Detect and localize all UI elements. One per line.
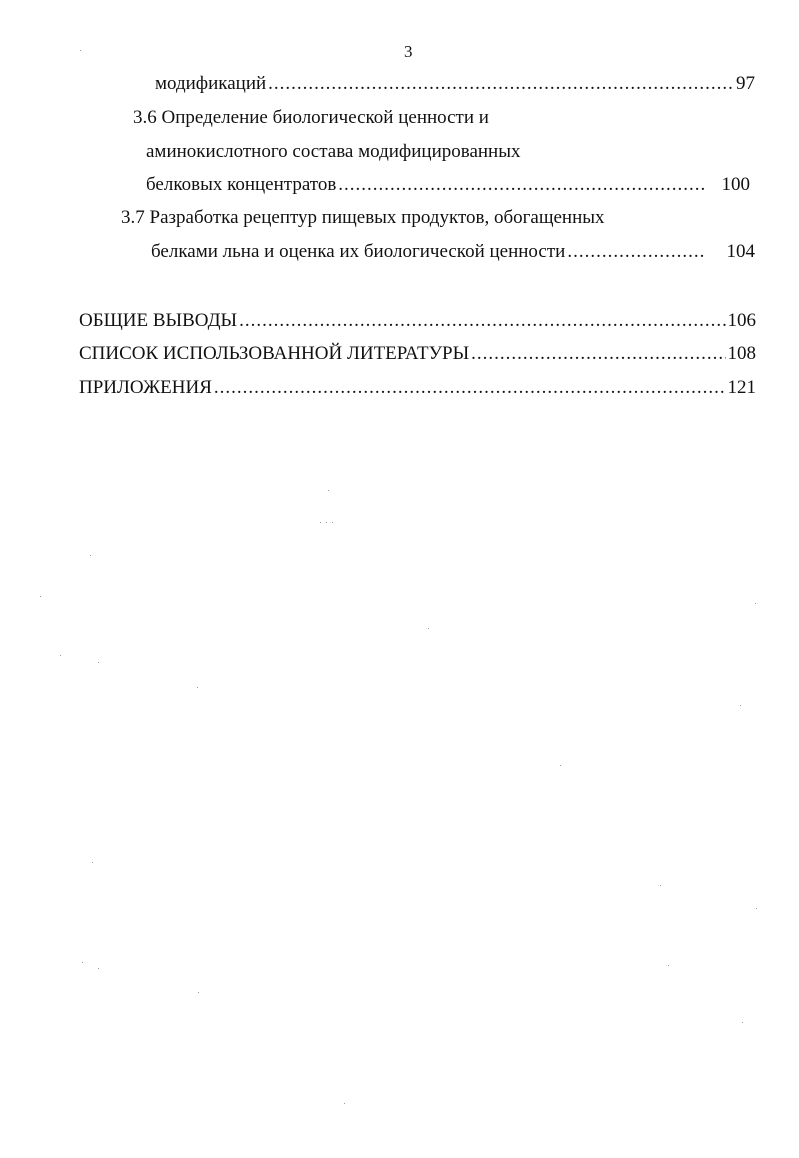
toc-entry-text: СПИСОК ИСПОЛЬЗОВАННОЙ ЛИТЕРАТУРЫ: [79, 343, 470, 364]
toc-entry-3-7: [151, 240, 755, 264]
toc-entry-3-6: [146, 173, 750, 197]
toc-entry-text: ПРИЛОЖЕНИЯ: [79, 377, 212, 398]
scan-speck: [660, 885, 661, 886]
toc-entry-3-6-line2: аминокислотного состава модифицированных: [146, 141, 521, 162]
scan-speck: [40, 596, 41, 597]
scan-speck: [560, 765, 561, 766]
scan-speck: [332, 522, 333, 523]
dot-leader: [268, 72, 734, 96]
toc-entry-3-7-line1: 3.7 Разработка рецептур пищевых продуктов, обогащенных: [121, 207, 605, 228]
scan-speck: [92, 862, 93, 863]
toc-entry-text: белками льна и оценка их биологической ценности: [151, 241, 566, 262]
scan-speck: [328, 490, 329, 491]
scan-speck: [344, 1103, 345, 1104]
toc-entry-page: 104: [726, 241, 755, 262]
toc-entry-appendices: [79, 376, 756, 400]
scan-speck: [198, 992, 199, 993]
toc-entry-page: 121: [727, 377, 756, 398]
toc-entry-text: модификаций: [155, 73, 267, 94]
scan-speck: [80, 50, 81, 51]
dot-leader: [567, 240, 704, 264]
scan-speck: [98, 662, 99, 663]
dot-leader: [471, 342, 725, 366]
toc-entry-conclusions: [79, 309, 756, 333]
scan-speck: [326, 522, 327, 523]
scan-speck: [668, 965, 669, 966]
scan-speck: [755, 603, 756, 604]
toc-entry-modifications: [155, 72, 755, 96]
scan-speck: [197, 687, 198, 688]
toc-entry-page: 108: [727, 343, 756, 364]
scan-speck: [98, 968, 99, 969]
scan-speck: [90, 555, 91, 556]
scan-speck: [756, 908, 757, 909]
toc-entry-page: 100: [721, 174, 750, 195]
scan-speck: [742, 1022, 743, 1023]
scan-speck: [740, 705, 741, 706]
toc-entry-page: 106: [727, 310, 756, 331]
toc-entry-references: [79, 342, 756, 366]
toc-entry-3-6-line1: 3.6 Определение биологической ценности и: [133, 107, 489, 128]
dot-leader: [338, 173, 703, 197]
scan-speck: [320, 522, 321, 523]
dot-leader: [214, 376, 726, 400]
page-number: 3: [404, 42, 413, 61]
scan-speck: [428, 628, 429, 629]
scan-speck: [60, 655, 61, 656]
toc-entry-text: белковых концентратов: [146, 174, 337, 195]
toc-entry-text: ОБЩИЕ ВЫВОДЫ: [79, 310, 238, 331]
dot-leader: [239, 309, 725, 333]
toc-entry-page: 97: [736, 73, 755, 94]
scan-speck: [82, 962, 83, 963]
